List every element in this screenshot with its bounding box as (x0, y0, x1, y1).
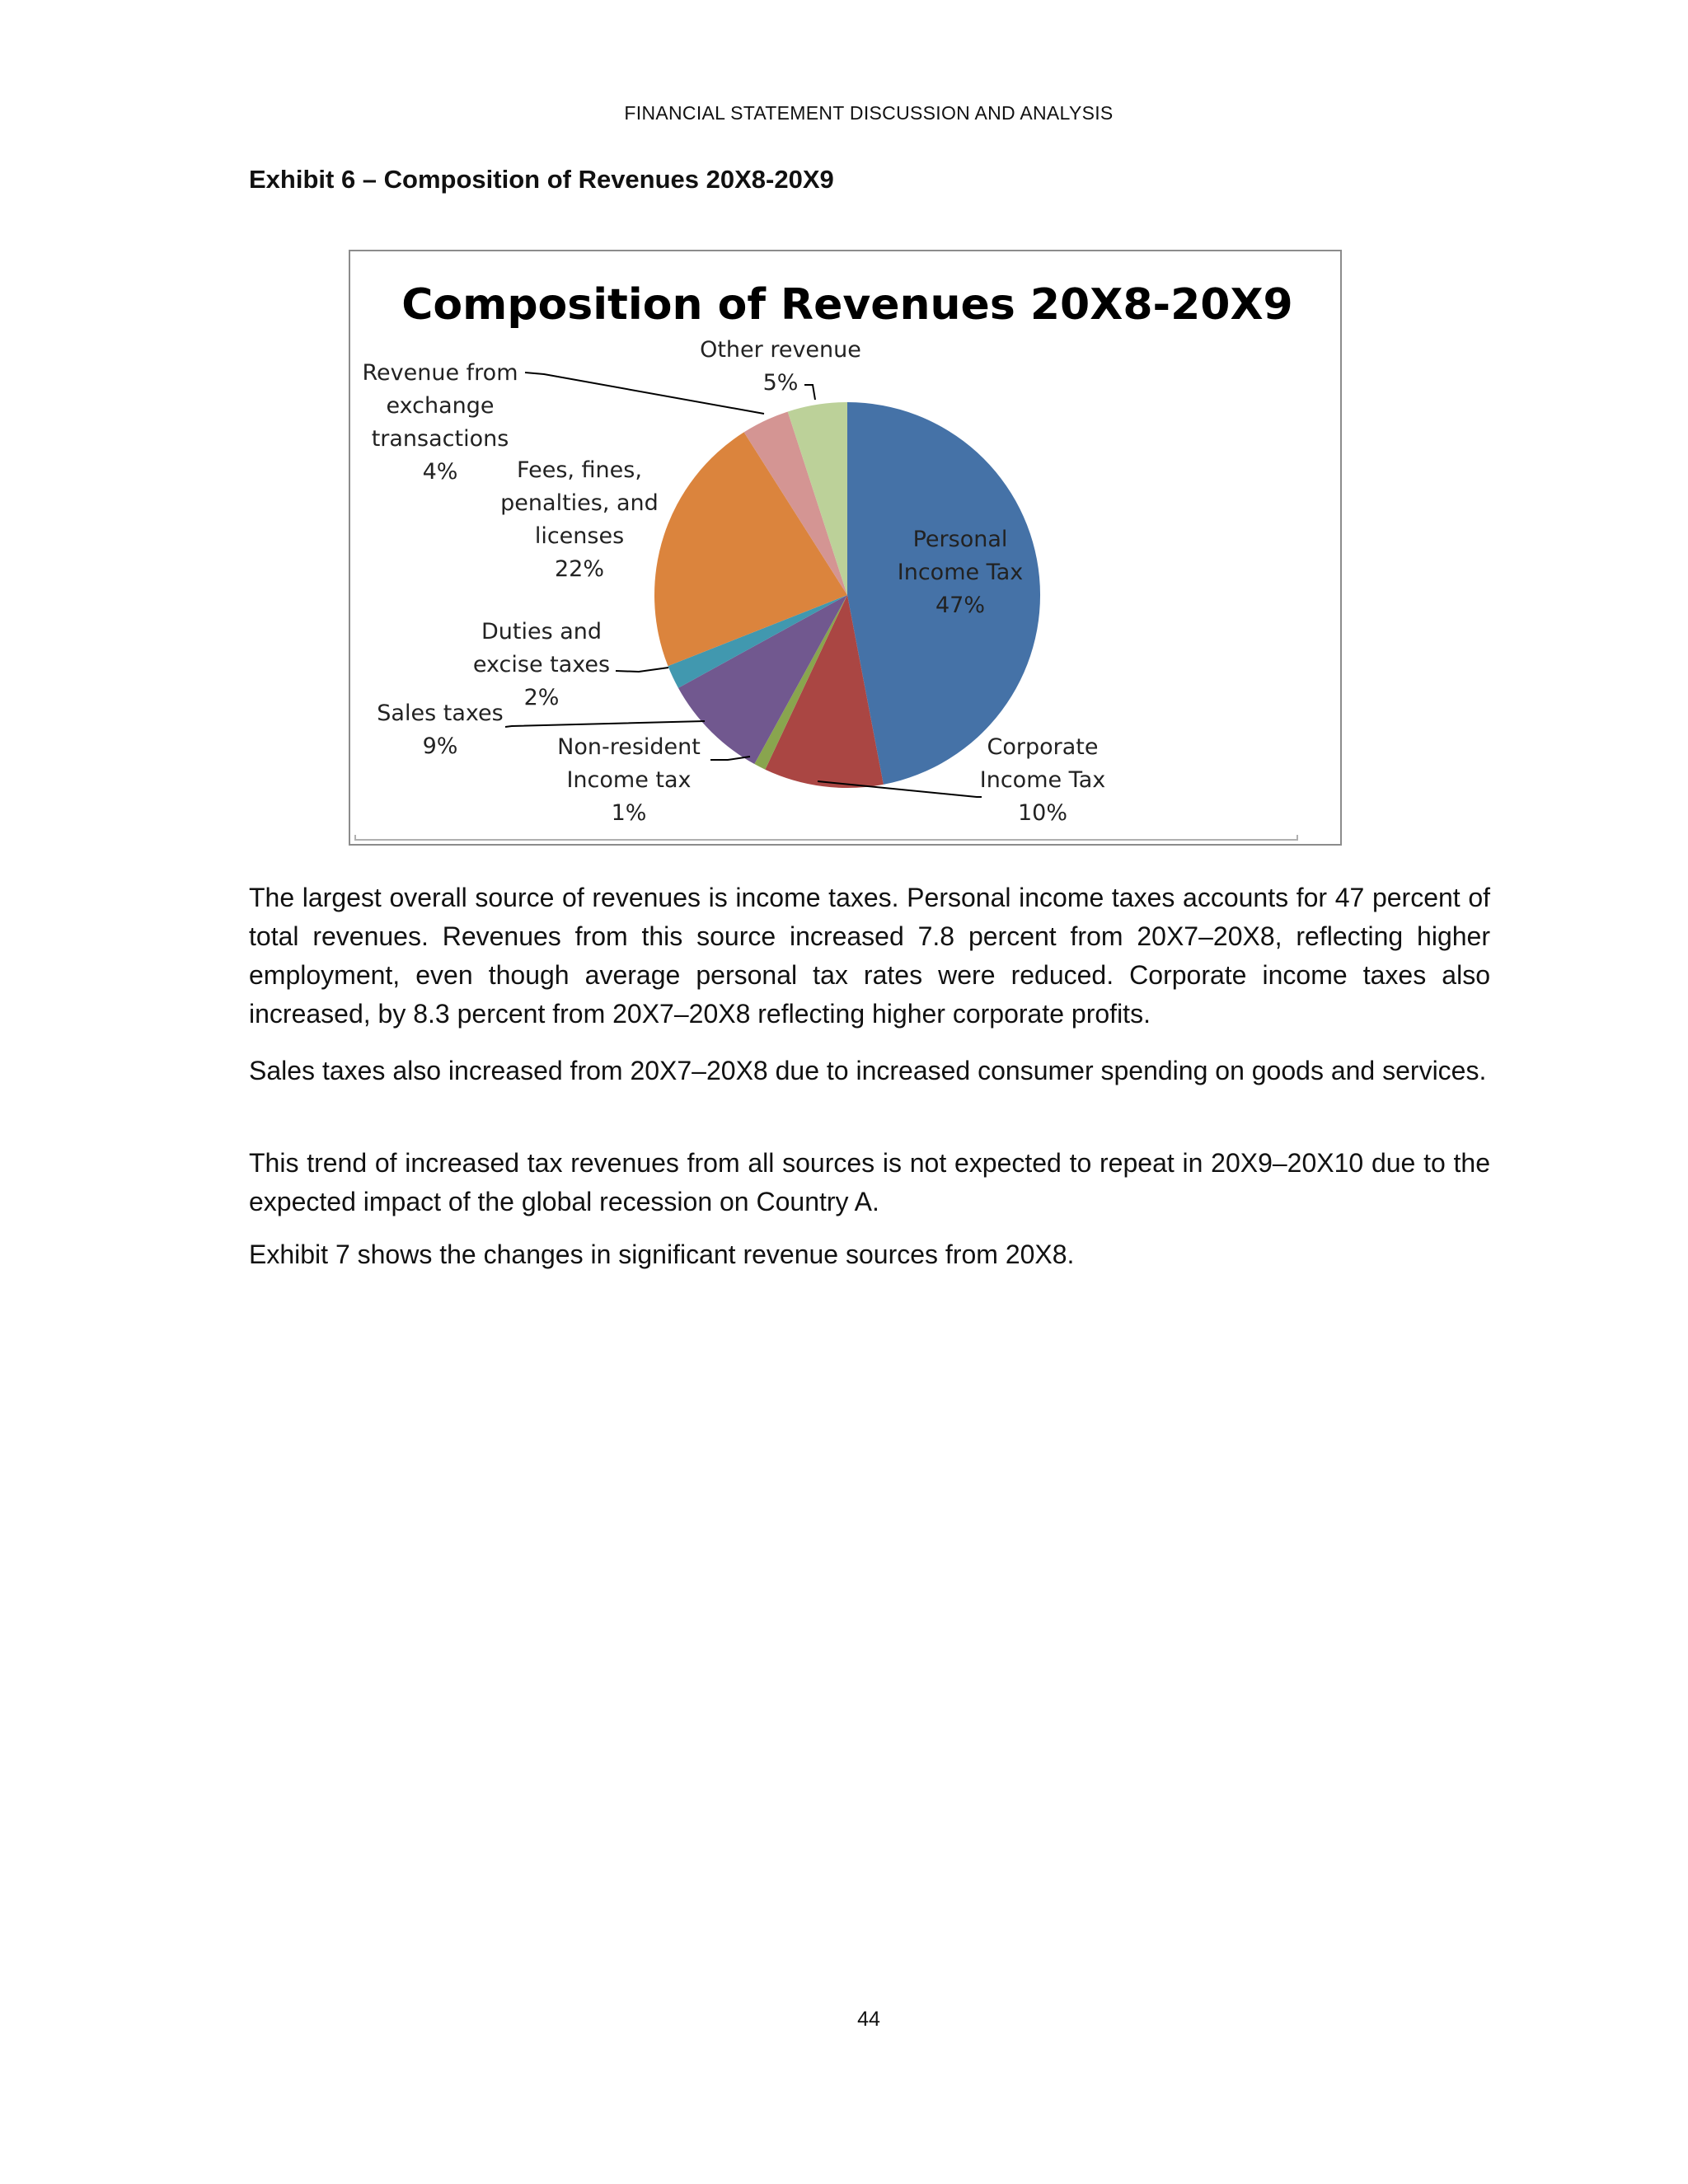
leader-non-resident (710, 757, 750, 760)
body-paragraph-2: Sales taxes also increased from 20X7–20X8 due to increased consumer spending on goods and services. (249, 1056, 1487, 1085)
leader-duties-excise (616, 668, 668, 672)
slice-label-fees-fines-penalties-and-licenses: Fees, fines, penalties, and licenses 22% (500, 457, 659, 582)
chart-axis-baseline (355, 835, 1297, 840)
pie-chart (349, 250, 1342, 846)
leader-corporate (818, 781, 982, 797)
slice-label-sales-taxes: Sales taxes 9% (377, 701, 504, 759)
body-paragraph-1: The largest overall source of revenues is income taxes. Personal income taxes accounts for 47 percent of total revenues. Revenues from this source increased 7.8 percent from 20X7–20X8, reflecting higher employment, even though average personal tax rates were reduced. Corporate income taxes also increased, by 8.3 percent from 20X7–20X8 reflecting higher corporate profits. (249, 883, 1490, 1029)
chart-title: Composition of Revenues 20X8-20X9 (401, 280, 1293, 330)
exhibit-title: Exhibit 6 – Composition of Revenues 20X8-20X9 (249, 165, 834, 194)
slice-label-personal-income-tax: Personal Income Tax 47% (897, 527, 1024, 618)
slice-label-duties-and-excise-taxes: Duties and excise taxes 2% (472, 619, 611, 710)
slice-label-corporate-income-tax: Corporate Income Tax 10% (979, 734, 1106, 826)
pie-chart-svg (350, 251, 1340, 844)
leader-sales-taxes (505, 721, 705, 727)
body-paragraph-3: This trend of increased tax revenues from all sources is not expected to repeat in 20X9–20X10 due to the expected impact of the global recession on Country A. (249, 1148, 1490, 1216)
leader-other-revenue (804, 385, 815, 400)
body-paragraph-4: Exhibit 7 shows the changes in significant revenue sources from 20X8. (249, 1240, 1075, 1269)
slice-label-revenue-from-exchange-transactions: Revenue from exchange transactions 4% (362, 360, 518, 485)
leader-revenue-exchange (525, 373, 764, 414)
page-number: 44 (857, 2008, 880, 2031)
running-header: FINANCIAL STATEMENT DISCUSSION AND ANALYSIS (624, 102, 1114, 124)
slice-label-other-revenue: Other revenue 5% (700, 337, 861, 396)
slice-label-non-resident-income-tax: Non-resident Income tax 1% (557, 734, 701, 826)
